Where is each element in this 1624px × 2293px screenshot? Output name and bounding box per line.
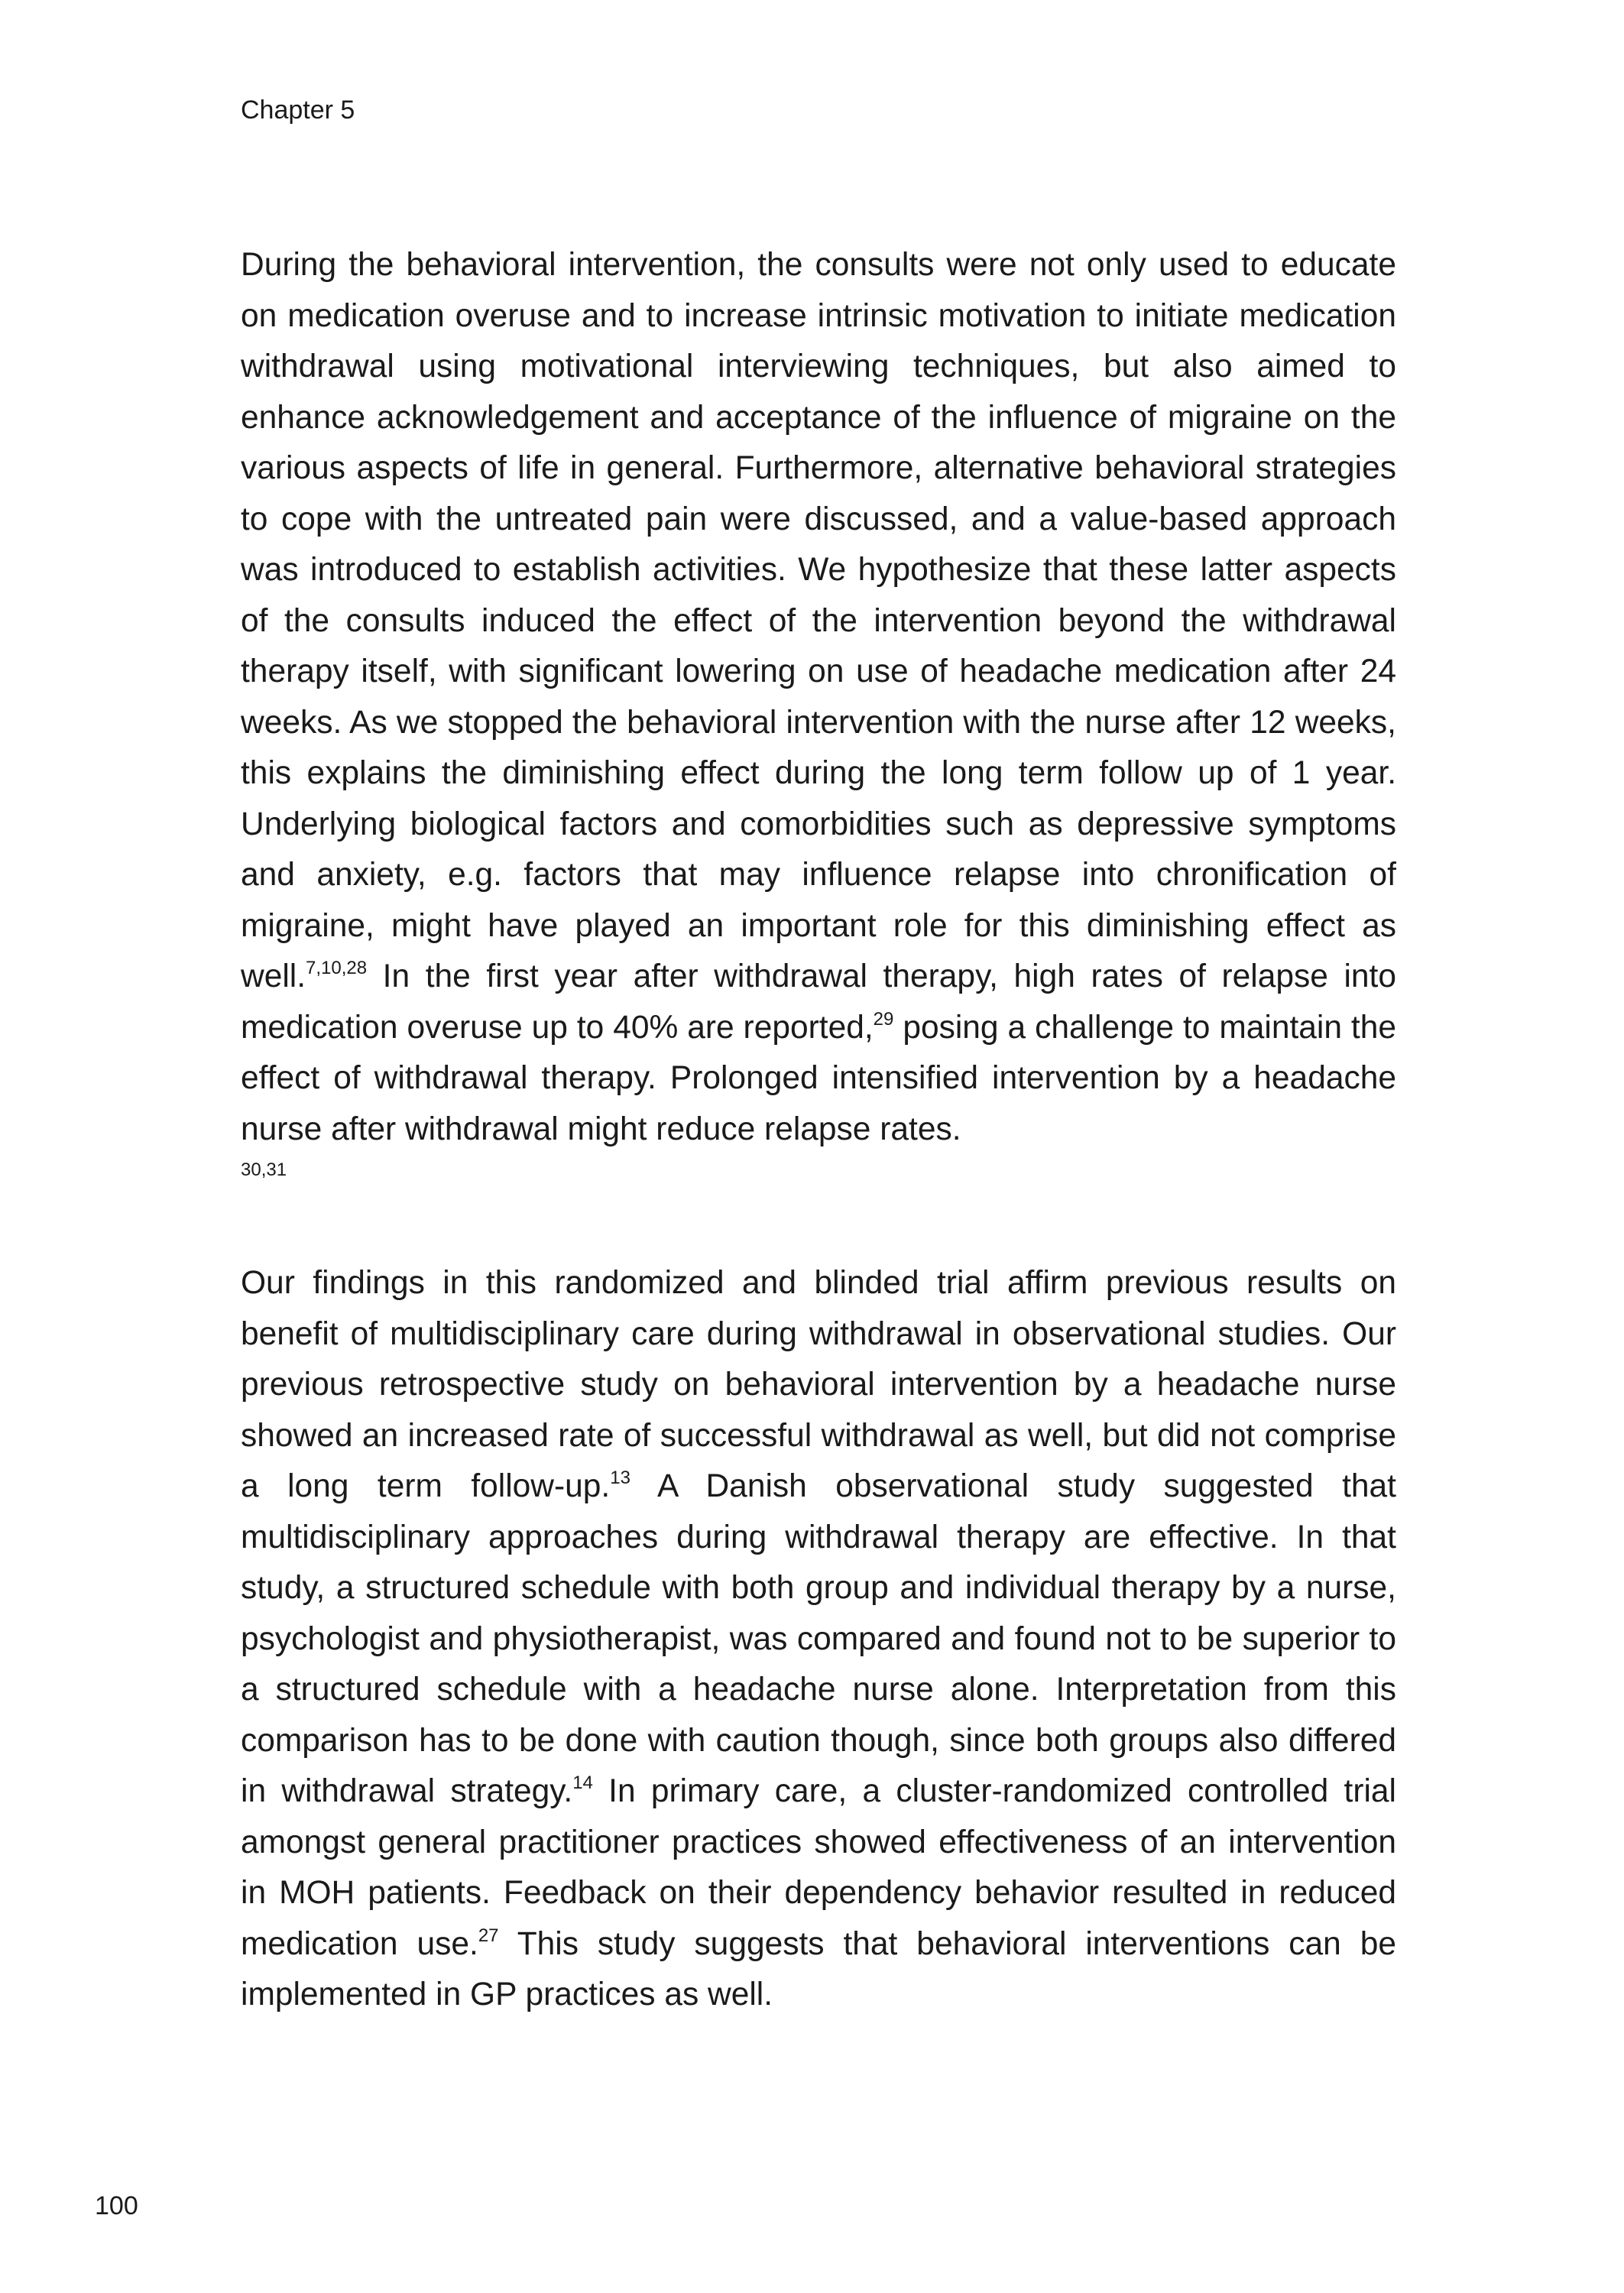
paragraph-text: In primary care, a cluster-randomized controlled trial amongst general practitioner practices showed effectiveness of an intervention in MOH patients. Feedback on their dependency behavior resulted in reduced medication use. bbox=[241, 1773, 1396, 1962]
paragraph-text: Our findings in this randomized and blinded trial affirm previous results on benefit of multidisciplinary care during withdrawal in observational studies. Our previous retrospective study on behavioral intervention by a headache nurse showed an increased rate of successful withdrawal as well, but did not comprise a long term follow-up. bbox=[241, 1265, 1396, 1504]
paragraph-text: In the first year after withdrawal therapy, high rates of relapse into medication overuse up to 40% are reported, bbox=[241, 958, 1396, 1046]
citation-superscript: 14 bbox=[572, 1772, 593, 1793]
paragraph-text: This study suggests that behavioral interventions can be implemented in GP practices as well. bbox=[241, 1925, 1397, 2012]
body-paragraph-2 bbox=[241, 1258, 1396, 2021]
running-header: Chapter 5 bbox=[241, 96, 355, 125]
citation-superscript: 29 bbox=[873, 1008, 894, 1030]
citation-reference-line: 30,31 bbox=[241, 1159, 287, 1180]
paragraph-text: posing a challenge to maintain the effect of withdrawal therapy. Prolonged intensified intervention by a headache nurse after withdrawal might reduce relapse rates. bbox=[241, 1009, 1396, 1147]
citation-superscript: 13 bbox=[610, 1468, 630, 1488]
citation-superscript: 7,10,28 bbox=[306, 958, 368, 978]
paragraph-text: During the behavioral intervention, the consults were not only used to educate on medication overuse and to increase intrinsic motivation to initiate medication withdrawal using motivational interviewing techniques, but also aimed to enhance acknowledgement and acceptance of the influence of migraine on the various aspects of life in general. Furthermore, alternative behavioral strategies to cope with the untreated pain were discussed, and a value-based approach was introduced to establish activities. We hypothesize that these latter aspects of the consults induced the effect of the intervention beyond the withdrawal therapy itself, with significant lowering on use of headache medication after 24 weeks. As we stopped the behavioral intervention with the nurse after 12 weeks, this explains the diminishing effect during the long term follow up of 1 year. Underlying biological factors and comorbidities such as depressive symptoms and anxiety, e.g. factors that may influence relapse into chronification of migraine, might have played an important role for this diminishing effect as well. bbox=[241, 247, 1396, 994]
paragraph-text: A Danish observational study suggested that multidisciplinary approaches during withdrawal therapy are effective. In that study, a structured schedule with both group and individual therapy by a nurse, psychologist and physiotherapist, was compared and found not to be superior to a structured schedule with a headache nurse alone. Interpretation from this comparison has to be done with caution though, since both groups also differed in withdrawal strategy. bbox=[241, 1468, 1396, 1809]
body-paragraph-1 bbox=[241, 240, 1396, 1185]
page-number: 100 bbox=[95, 2191, 138, 2220]
citation-superscript: 27 bbox=[478, 1925, 499, 1946]
